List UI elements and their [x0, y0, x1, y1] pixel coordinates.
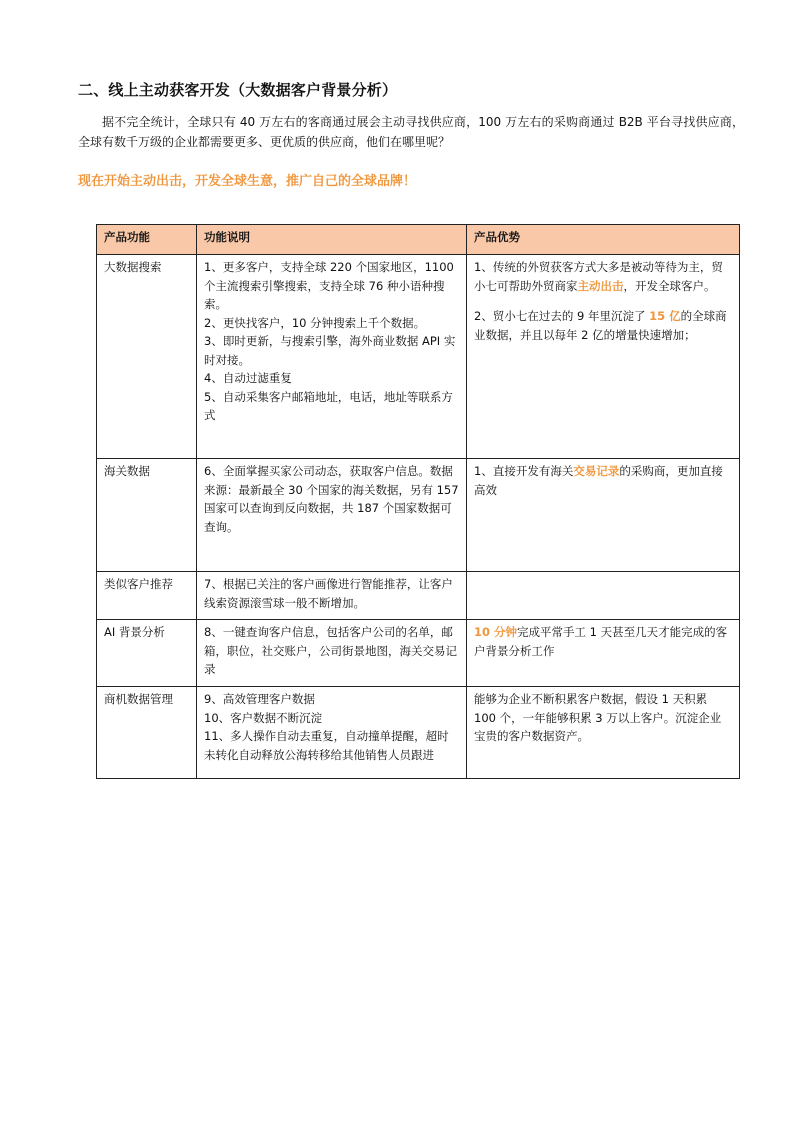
feature-cell: AI 背景分析 — [97, 620, 197, 687]
adv-text: 的采购商，更加直接高效 — [474, 464, 723, 497]
advantage-cell — [467, 255, 740, 459]
table-row — [97, 255, 740, 459]
desc-line: 9、高效管理客户数据 — [204, 692, 315, 706]
advantage-cell — [467, 459, 740, 572]
slogan: 现在开始主动出击，开发全球生意，推广自己的全球品牌！ — [78, 174, 417, 189]
adv-highlight: 10 分钟 — [474, 625, 518, 639]
adv-highlight: 交易记录 — [573, 464, 620, 478]
adv-text: 2、贸小七在过去的 9 年里沉淀了 — [474, 309, 650, 323]
description-cell: 6、全面掌握买家公司动态，获取客户信息。数据来源：最新最全 30 个国家的海关数据，另有 157 国家可以查询到反向数据，共 187 个国家数据可查询。 — [197, 459, 467, 572]
desc-line: 2、更快找客户，10 分钟搜索上千个数据。 — [204, 315, 426, 330]
description-cell: 8、一键查询客户信息，包括客户公司的名单，邮箱，职位，社交账户，公司街景地图，海关交易记录 — [197, 620, 467, 687]
adv-text: 完成平常手工 1 天甚至几天才能完成的客户背景分析工作 — [474, 625, 728, 658]
advantage-cell — [467, 620, 740, 687]
feature-table — [96, 224, 740, 779]
feature-cell: 大数据搜索 — [97, 255, 197, 459]
header-description: 功能说明 — [197, 225, 467, 255]
adv-text: 1、传统的外贸获客方式大多是被动等待为主，贸小七可帮助外贸商家 — [474, 260, 723, 293]
adv-text: 的全球商业数据，并且以每年 2 亿的增量快速增加； — [474, 309, 727, 342]
adv-highlight: 主动出击 — [577, 278, 624, 293]
adv-text: ，开发全球客户。 — [623, 278, 716, 293]
description-cell — [197, 687, 467, 779]
intro-paragraph: 据不完全统计，全球只有 40 万左右的客商通过展会主动寻找供应商，100 万左右的采购商通过 B2B 平台寻找供应商，全球有数千万级的企业都需要更多、更优质的供应商，他们在哪里呢？ — [78, 115, 744, 149]
desc-line: 3、即时更新，与搜索引擎，海外商业数据 API 实时对接。 — [204, 334, 456, 367]
feature-cell: 商机数据管理 — [97, 687, 197, 779]
adv-text: 1、直接开发有海关 — [474, 464, 574, 478]
section-heading: 二、线上主动获客开发（大数据客户背景分析） — [78, 81, 398, 99]
feature-cell: 类似客户推荐 — [97, 572, 197, 620]
advantage-cell — [467, 572, 740, 620]
header-feature: 产品功能 — [97, 225, 197, 255]
description-cell — [197, 255, 467, 459]
desc-line: 5、自动采集客户邮箱地址，电话，地址等联系方式 — [204, 389, 453, 422]
table-row — [97, 572, 740, 620]
table-header-row — [97, 225, 740, 255]
header-advantage: 产品优势 — [467, 225, 740, 255]
adv-highlight: 15 亿 — [649, 309, 681, 323]
desc-line: 11、多人操作自动去重复，自动撞单提醒，超时未转化自动释放公海转移给其他销售人员跟进 — [204, 729, 449, 762]
desc-line: 10、客户数据不断沉淀 — [204, 710, 323, 725]
feature-cell: 海关数据 — [97, 459, 197, 572]
table-row — [97, 459, 740, 572]
table-row — [97, 687, 740, 779]
table-row — [97, 620, 740, 687]
description-cell: 7、根据已关注的客户画像进行智能推荐，让客户线索资源滚雪球一般不断增加。 — [197, 572, 467, 620]
advantage-cell: 能够为企业不断积累客户数据，假设 1 天积累 100 个，一年能够积累 3 万以上客户。沉淀企业宝贵的客户数据资产。 — [467, 687, 740, 779]
desc-line: 1、更多客户，支持全球 220 个国家地区，1100 个主流搜索引擎搜索，支持全球 76 种小语种搜索。 — [204, 260, 454, 311]
desc-line: 4、自动过滤重复 — [204, 371, 292, 385]
